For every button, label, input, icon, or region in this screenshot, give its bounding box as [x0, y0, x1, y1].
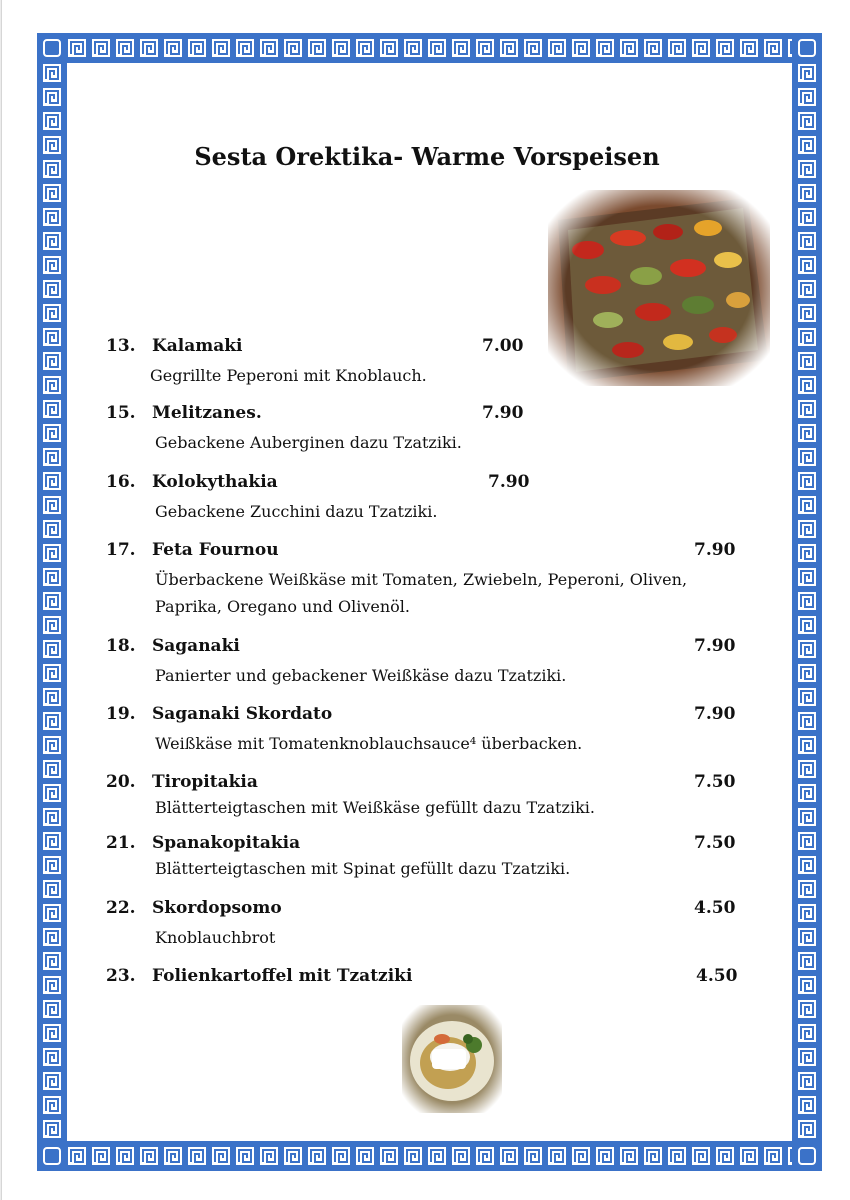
item-description: Blätterteigtaschen mit Spinat gefüllt dazu Tzatziki.	[155, 859, 571, 878]
item-number: 13.	[106, 336, 136, 356]
item-price: 4.50	[694, 898, 736, 918]
item-name: Tiropitakia	[152, 772, 258, 792]
menu-page	[1, 0, 850, 1200]
item-description: Knoblauchbrot	[155, 928, 276, 947]
item-price: 7.90	[694, 636, 736, 656]
item-number: 21.	[106, 833, 136, 853]
grilled-peppers-photo	[548, 190, 770, 386]
item-name: Spanakopitakia	[152, 833, 301, 853]
item-number: 18.	[106, 636, 136, 656]
item-description: Panierter und gebackener Weißkäse dazu Tzatziki.	[155, 666, 567, 685]
item-price: 7.50	[694, 833, 736, 853]
item-name: Kolokythakia	[152, 472, 278, 492]
border-corner-icon	[37, 1141, 67, 1171]
border-corner-icon	[37, 33, 67, 63]
greek-key-border-bottom	[37, 1141, 822, 1171]
border-corner-icon	[792, 33, 822, 63]
item-price: 7.90	[482, 403, 524, 423]
item-description: Blätterteigtaschen mit Weißkäse gefüllt dazu Tzatziki.	[155, 798, 595, 817]
item-price: 7.90	[694, 540, 736, 560]
item-number: 16.	[106, 472, 136, 492]
item-number: 23.	[106, 966, 136, 986]
greek-key-border-left	[37, 33, 67, 1171]
item-number: 17.	[106, 540, 136, 560]
greek-key-border-right	[792, 33, 822, 1171]
feta-baked-potato-photo	[402, 1005, 502, 1113]
greek-key-border-top	[37, 33, 822, 63]
item-number: 22.	[106, 898, 136, 918]
item-name: Saganaki Skordato	[152, 704, 333, 724]
item-name: Saganaki	[152, 636, 240, 656]
item-name: Feta Fournou	[152, 540, 279, 560]
item-number: 19.	[106, 704, 136, 724]
item-number: 15.	[106, 403, 136, 423]
item-description: Gegrillte Peperoni mit Knoblauch.	[150, 366, 427, 385]
item-name: Kalamaki	[152, 336, 243, 356]
menu-title: Sesta Orektika- Warme Vorspeisen	[194, 142, 660, 171]
item-price: 7.50	[694, 772, 736, 792]
item-number: 20.	[106, 772, 136, 792]
item-price: 7.90	[488, 472, 530, 492]
border-corner-icon	[792, 1141, 822, 1171]
item-name: Folienkartoffel mit Tzatziki	[152, 966, 413, 986]
item-price: 7.90	[694, 704, 736, 724]
item-price: 4.50	[696, 966, 738, 986]
item-name: Melitzanes.	[152, 403, 262, 423]
item-price: 7.00	[482, 336, 524, 356]
item-description: Gebackene Zucchini dazu Tzatziki.	[155, 502, 438, 521]
item-description: Weißkäse mit Tomatenknoblauchsauce⁴ überbacken.	[155, 734, 583, 753]
item-description: Gebackene Auberginen dazu Tzatziki.	[155, 433, 462, 452]
item-description: Überbackene Weißkäse mit Tomaten, Zwiebeln, Peperoni, Oliven, Paprika, Oregano und Olivenöl.	[155, 570, 688, 616]
item-name: Skordopsomo	[152, 898, 282, 918]
